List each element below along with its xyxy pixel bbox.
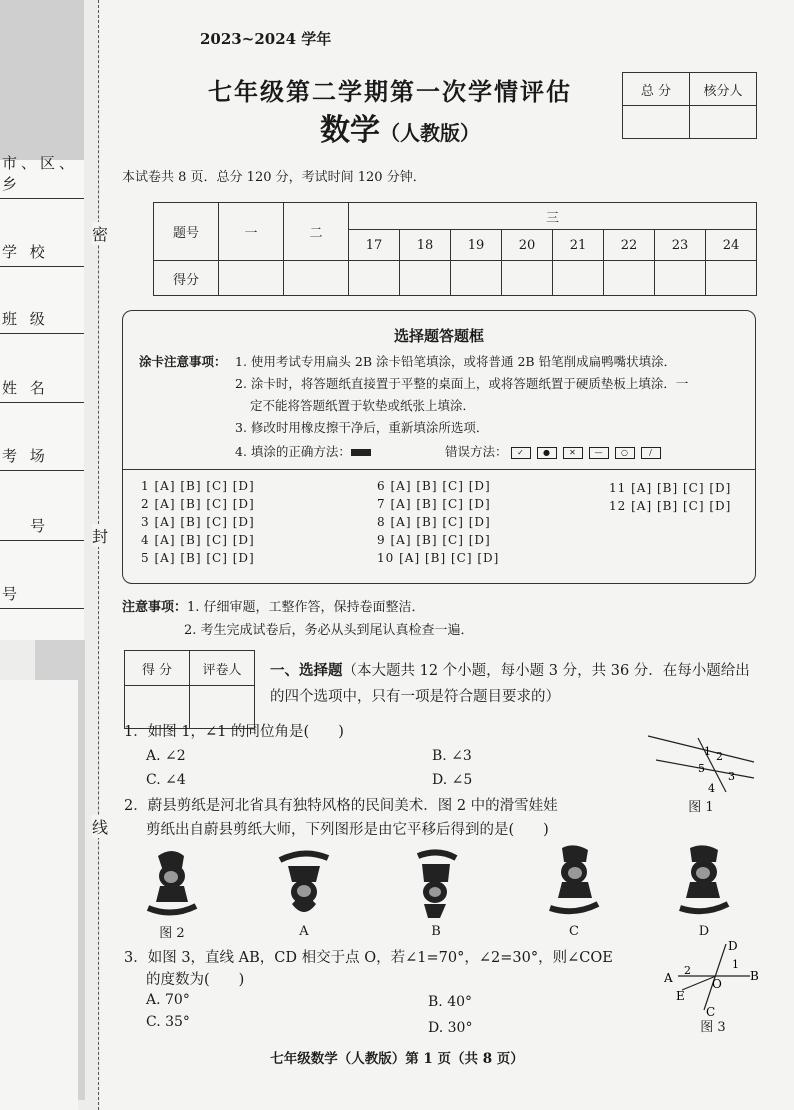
total-score-table: [622, 72, 757, 139]
field-exam-room[interactable]: 考 场: [0, 440, 84, 471]
seal-char: 线: [92, 815, 108, 838]
field-name[interactable]: 姓 名: [0, 372, 84, 403]
seal-line: [98, 0, 99, 1110]
page-footer: 七年级数学（人教版）第 1 页（共 8 页）: [270, 1051, 524, 1067]
q1-option-c[interactable]: C. ∠4: [146, 772, 186, 788]
fig3-label-d: D: [728, 939, 738, 953]
notice: [122, 596, 474, 642]
field-school[interactable]: 学 校: [0, 236, 84, 267]
fig1-label-1: 1: [704, 745, 711, 758]
score-cell[interactable]: [284, 261, 349, 296]
section-three-header: 三: [349, 203, 757, 230]
item-header: 23: [655, 230, 706, 261]
answer-row-11[interactable]: 11 [A] [B] [C] [D]: [609, 481, 732, 495]
note-line: [445, 441, 664, 463]
answer-row-12[interactable]: 12 [A] [B] [C] [D]: [609, 499, 732, 513]
school-year: 2023~2024 学年: [200, 30, 332, 48]
answer-row-4[interactable]: 4 [A] [B] [C] [D]: [141, 533, 255, 547]
answer-row-3[interactable]: 3 [A] [B] [C] [D]: [141, 515, 255, 529]
q1-option-b[interactable]: B. ∠3: [432, 748, 472, 764]
correct-method-label: 4. 填涂的正确方法：: [235, 444, 351, 459]
seal-char: 密: [92, 222, 108, 245]
fig3-label-c: C: [706, 1005, 716, 1016]
score-cell[interactable]: [553, 261, 604, 296]
total-score-label: 总 分: [623, 73, 690, 106]
fig1-label-5: 5: [698, 762, 705, 775]
note-line: [235, 441, 371, 463]
section-two-header: 二: [284, 203, 349, 261]
item-header: 21: [553, 230, 604, 261]
item-header: 18: [400, 230, 451, 261]
fig1-label-4: 4: [708, 782, 715, 795]
wrong-slash-icon: ∕: [641, 447, 661, 459]
score-cell[interactable]: [400, 261, 451, 296]
note-line: 定不能将答题纸置于软垫或纸张上填涂．: [250, 398, 476, 413]
fig3-label-2: 2: [684, 964, 691, 977]
answer-row-6[interactable]: 6 [A] [B] [C] [D]: [377, 479, 491, 493]
score-cell[interactable]: [706, 261, 757, 296]
question-3-stem: 3．如图 3，直线 AB，CD 相交于点 O，若∠1=70°，∠2=30°，则∠COE: [124, 950, 613, 966]
note-line: 3. 修改时用橡皮擦干净后，重新填涂所选项．: [235, 420, 489, 435]
notice-item: 1. 仔细审题，工整作答，保持卷面整洁．: [187, 600, 425, 615]
subject-title: [240, 105, 560, 149]
fig1-label-2: 2: [716, 750, 723, 763]
score-cell[interactable]: [219, 261, 284, 296]
question-3-stem: 的度数为( ): [146, 972, 245, 988]
section-one-heading: [270, 658, 760, 710]
item-header: 24: [706, 230, 757, 261]
score-cell[interactable]: [349, 261, 400, 296]
section-title: 一、选择题: [270, 662, 343, 679]
field-seat-number[interactable]: 号: [0, 578, 84, 609]
field-district[interactable]: 市、区、乡: [0, 168, 84, 199]
wrong-dot-icon: ●: [537, 447, 557, 459]
fig3-label-1: 1: [732, 958, 739, 971]
binding-shade: [0, 0, 84, 160]
score-cell[interactable]: [502, 261, 553, 296]
edition: （人教版）: [380, 121, 480, 145]
notes-label: 涂卡注意事项：: [139, 354, 227, 369]
item-number-label: 题号: [154, 203, 219, 261]
fig3-label-a: A: [664, 971, 673, 985]
answer-sheet-box: [122, 310, 756, 584]
figure-1: [646, 728, 756, 798]
figure-1-caption: 图 1: [688, 800, 714, 815]
question-2-stem: 2．蔚县剪纸是河北省具有独特风格的民间美术．图 2 中的滑雪娃娃: [124, 798, 558, 814]
note-line: 1. 使用考试专用扁头 2B 涂卡铅笔填涂，或将普通 2B 铅笔削成扁鸭嘴状填涂．: [235, 354, 677, 369]
answer-box-divider: [123, 469, 755, 470]
answer-row-2[interactable]: 2 [A] [B] [C] [D]: [141, 497, 255, 511]
fig3-label-e: E: [676, 989, 685, 1003]
total-score-cell[interactable]: [623, 106, 690, 139]
figure-3-caption: 图 3: [700, 1020, 726, 1035]
grader-score-label: 得 分: [125, 651, 190, 686]
wrong-check-icon: ✓: [511, 447, 531, 459]
section-one-header: 一: [219, 203, 284, 261]
seal-char: 封: [92, 524, 108, 547]
correct-fill-icon: [351, 449, 371, 456]
q1-option-a[interactable]: A. ∠2: [146, 748, 186, 764]
section-description: （本大题共 12 个小题，每小题 3 分，共 36 分．在每小题给出的四个选项中，只有一项是符合题目要求的）: [270, 663, 750, 705]
option-b-figure[interactable]: [410, 846, 460, 922]
subject: 数学: [320, 113, 380, 148]
notice-item: 2. 考生完成试卷后，务必从头到尾认真检查一遍．: [184, 623, 474, 638]
wrong-circle-icon: ○: [615, 447, 635, 459]
score-label: 得分: [154, 261, 219, 296]
wrong-method-label: 错误方法：: [445, 444, 508, 459]
answer-row-10[interactable]: 10 [A] [B] [C] [D]: [377, 551, 500, 565]
item-header: 22: [604, 230, 655, 261]
answer-row-5[interactable]: 5 [A] [B] [C] [D]: [141, 551, 255, 565]
wrong-cross-icon: ✕: [563, 447, 583, 459]
grader-table: [124, 650, 255, 729]
item-header: 20: [502, 230, 553, 261]
skier-figure: [144, 846, 200, 918]
answer-row-7[interactable]: 7 [A] [B] [C] [D]: [377, 497, 491, 511]
wrong-dash-icon: —: [589, 447, 609, 459]
item-header: 19: [451, 230, 502, 261]
option-d-figure[interactable]: [676, 842, 732, 918]
answer-box-title: 选择题答题框: [393, 327, 484, 345]
checker-label: 核分人: [690, 73, 757, 106]
grader-name-label: 评卷人: [190, 651, 255, 686]
checker-cell[interactable]: [690, 106, 757, 139]
score-cell[interactable]: [655, 261, 706, 296]
option-a-figure[interactable]: [276, 842, 332, 922]
score-table: [153, 202, 757, 296]
binding-field-area: [0, 680, 78, 1110]
fig1-label-3: 3: [728, 770, 735, 783]
answer-row-8[interactable]: 8 [A] [B] [C] [D]: [377, 515, 491, 529]
figure-2-label: 图 2: [159, 926, 185, 941]
exam-info: 本试卷共 8 页．总分 120 分，考试时间 120 分钟．: [122, 170, 426, 185]
option-c-label[interactable]: C: [569, 924, 579, 939]
figure-3: [660, 936, 764, 1016]
question-2-stem: 剪纸出自蔚县剪纸大师，下列图形是由它平移后得到的是( ): [146, 822, 549, 838]
q3-option-a[interactable]: A. 70°: [146, 992, 190, 1008]
exam-title: 七年级第二学期第一次学情评估: [208, 77, 572, 106]
note-line: 2. 涂卡时，将答题纸直接置于平整的桌面上，或将答题纸置于硬质垫板上填涂．一: [235, 376, 689, 391]
field-class[interactable]: 班 级: [0, 303, 84, 334]
notice-label: 注意事项：: [122, 600, 188, 615]
score-cell[interactable]: [604, 261, 655, 296]
score-cell[interactable]: [451, 261, 502, 296]
fig3-label-b: B: [750, 969, 759, 983]
q3-option-d[interactable]: D. 30°: [428, 1020, 473, 1036]
option-d-label[interactable]: D: [698, 924, 710, 939]
q3-option-b[interactable]: B. 40°: [428, 994, 473, 1010]
item-header: 17: [349, 230, 400, 261]
fig3-label-o: O: [712, 977, 722, 991]
option-c-figure[interactable]: [546, 842, 602, 918]
option-a-label[interactable]: A: [299, 924, 309, 939]
option-b-label[interactable]: B: [431, 924, 441, 939]
answer-row-9[interactable]: 9 [A] [B] [C] [D]: [377, 533, 491, 547]
q3-option-c[interactable]: C. 35°: [146, 1014, 190, 1030]
answer-row-1[interactable]: 1 [A] [B] [C] [D]: [141, 479, 255, 493]
field-number[interactable]: 号: [0, 510, 84, 541]
question-1-stem: 1．如图 1，∠1 的同位角是( ): [124, 724, 344, 740]
q1-option-d[interactable]: D. ∠5: [432, 772, 473, 788]
